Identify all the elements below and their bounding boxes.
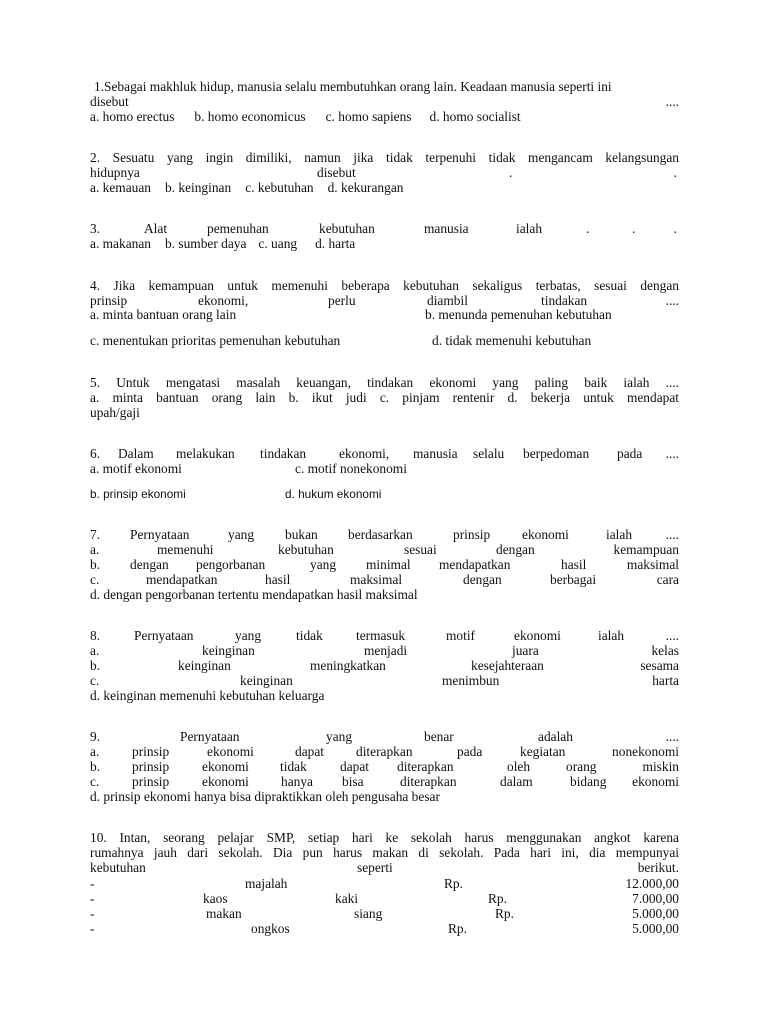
q3-option-a: a. makanan xyxy=(90,236,151,251)
q8-word-3: yang xyxy=(235,628,262,643)
q7-b-word-8: maksimal xyxy=(626,557,679,572)
q2-word-2: disebut xyxy=(317,165,356,180)
q9-c-word-5: bisa xyxy=(342,774,364,789)
q9-a-word-6: pada xyxy=(457,744,483,759)
q3-word-8: . xyxy=(632,221,636,236)
q6-word-5: ekonomi, xyxy=(339,446,390,461)
q4-word-3: perlu xyxy=(328,293,356,308)
q2-line1: 2. Sesuatu yang ingin dimiliki, namun jika tidak terpenuhi tidak mengancam kelangsungan xyxy=(90,150,679,165)
q7-c-word-1: c. xyxy=(90,572,100,587)
q8-a-word-2: keinginan xyxy=(202,643,255,658)
q8-word-6: motif xyxy=(446,628,476,643)
q5-line2: a. minta bantuan orang lain b. ikut judi c. pinjam rentenir d. bekerja untuk mendapat xyxy=(90,390,679,405)
q10-item-amount: 7.000,00 xyxy=(632,891,679,906)
q7-word-9: .... xyxy=(665,527,679,542)
q7-c-word-7: cara xyxy=(656,572,679,587)
q6-stem xyxy=(90,446,679,462)
q2-stem-line2 xyxy=(90,165,679,181)
q8-word-9: .... xyxy=(665,628,679,643)
q4-option-c: c. menentukan prioritas pemenuhan kebutuhan xyxy=(90,333,341,348)
q7-c-word-3: hasil xyxy=(265,572,291,587)
q10-item-rp: Rp. xyxy=(444,876,463,891)
q5-options-cont xyxy=(90,405,679,421)
q2-option-d: d. kekurangan xyxy=(327,180,404,195)
q7-a-word-4: sesuai xyxy=(404,542,437,557)
q10-item-name: majalah xyxy=(245,876,288,891)
q5-stem xyxy=(90,375,679,391)
q7-word-6: prinsip xyxy=(453,527,491,542)
q7-d-text: d. dengan pengorbanan tertentu mendapatkan hasil maksimal xyxy=(90,587,418,602)
q1-option-c: c. homo sapiens xyxy=(325,109,412,124)
q7-b-word-1: b. xyxy=(90,557,101,572)
q4-option-b: b. menunda pemenuhan kebutuhan xyxy=(425,307,612,322)
q3-word-7: . xyxy=(586,221,590,236)
q4-options-cd xyxy=(90,333,679,349)
q8-word-5: termasuk xyxy=(356,628,406,643)
q9-word-6: .... xyxy=(665,729,679,744)
q6-word-4: tindakan xyxy=(260,446,307,461)
q6-option-c: c. motif nonekonomi xyxy=(295,461,407,476)
q10-item-row xyxy=(90,891,679,907)
q6-word-1: 6. xyxy=(90,446,101,461)
q3-word-3: pemenuhan xyxy=(207,221,269,236)
q8-b-word-3: meningkatkan xyxy=(310,658,386,673)
q9-a-word-1: a. xyxy=(90,744,100,759)
q1-line1: 1.Sebagai makhluk hidup, manusia selalu membutuhkan orang lain. Keadaan manusia seperti ini xyxy=(94,79,612,94)
q3-word-2: Alat xyxy=(144,221,168,236)
q9-word-4: benar xyxy=(424,729,454,744)
q7-a-word-3: kebutuhan xyxy=(278,542,334,557)
q9-a-word-2: prinsip xyxy=(132,744,170,759)
q10-line3-word-1: kebutuhan xyxy=(90,860,146,875)
q7-a-word-6: kemampuan xyxy=(613,542,679,557)
q10-item-rp: Rp. xyxy=(488,891,507,906)
q8-c-word-2: keinginan xyxy=(240,673,293,688)
q7-option-b xyxy=(90,557,679,573)
q8-option-b xyxy=(90,658,679,674)
q10-item-row xyxy=(90,906,679,922)
q6-word-10: .... xyxy=(665,446,679,461)
q7-b-word-5: minimal xyxy=(366,557,411,572)
q7-b-word-2: dengan xyxy=(130,557,169,572)
q8-option-a xyxy=(90,643,679,659)
q7-b-word-4: yang xyxy=(310,557,337,572)
q3-options xyxy=(90,236,679,252)
q8-c-word-3: menimbun xyxy=(442,673,500,688)
q9-b-word-7: oleh xyxy=(507,759,531,774)
q8-word-8: ialah xyxy=(598,628,625,643)
q10-item-row xyxy=(90,876,679,892)
q8-word-4: tidak xyxy=(296,628,323,643)
q9-stem xyxy=(90,729,679,745)
q6-word-7: selalu xyxy=(473,446,505,461)
q9-b-word-1: b. xyxy=(90,759,101,774)
q1-options xyxy=(90,109,679,125)
q8-a-word-3: menjadi xyxy=(364,643,408,658)
q8-word-1: 8. xyxy=(90,628,101,643)
q3-word-6: ialah xyxy=(516,221,543,236)
q2-word-3: . xyxy=(509,165,513,180)
q8-a-word-1: a. xyxy=(90,643,100,658)
q8-stem xyxy=(90,628,679,644)
q7-word-5: berdasarkan xyxy=(348,527,413,542)
q4-word-2: ekonomi, xyxy=(198,293,249,308)
q9-c-word-8: bidang xyxy=(570,774,607,789)
q10-item-dash: - xyxy=(90,921,95,936)
q6-word-2: Dalam xyxy=(118,446,154,461)
q9-a-word-5: diterapkan xyxy=(356,744,413,759)
q10-item-rp: Rp. xyxy=(448,921,467,936)
q2-word-1: hidupnya xyxy=(90,165,140,180)
q10-item-amount: 5.000,00 xyxy=(632,921,679,936)
q9-option-d xyxy=(90,789,679,805)
q8-b-word-2: keinginan xyxy=(178,658,231,673)
q7-stem xyxy=(90,527,679,543)
q3-option-b: b. sumber daya xyxy=(164,236,247,251)
q9-option-a xyxy=(90,744,679,760)
q10-item-name-2: kaki xyxy=(335,891,359,906)
q10-stem-line2 xyxy=(90,845,679,861)
q1-stem-line2 xyxy=(90,94,679,110)
q8-c-word-4: harta xyxy=(652,673,679,688)
q3-stem xyxy=(90,221,679,237)
q3-option-c: c. uang xyxy=(258,236,298,251)
q6-word-3: melakukan xyxy=(176,446,235,461)
q7-c-word-6: berbagai xyxy=(550,572,597,587)
q4-word-1: prinsip xyxy=(90,293,128,308)
q1-option-b: b. homo economicus xyxy=(194,109,306,124)
q6-word-9: pada xyxy=(617,446,643,461)
q8-b-word-1: b. xyxy=(90,658,101,673)
q5-line1: 5. Untuk mengatasi masalah keuangan, tindakan ekonomi yang paling baik ialah .... xyxy=(90,375,679,390)
q1-option-d: d. homo socialist xyxy=(429,109,521,124)
q9-c-word-3: ekonomi xyxy=(202,774,249,789)
q9-a-word-7: kegiatan xyxy=(520,744,566,759)
q1-option-a: a. homo erectus xyxy=(90,109,175,124)
q7-a-word-2: memenuhi xyxy=(157,542,214,557)
q9-c-word-6: diterapkan xyxy=(400,774,457,789)
q2-word-4: . xyxy=(673,165,677,180)
q9-c-word-7: dalam xyxy=(500,774,533,789)
q8-word-2: Pernyataan xyxy=(134,628,194,643)
q8-a-word-5: kelas xyxy=(651,643,679,658)
q7-word-2: Pernyataan xyxy=(130,527,190,542)
q10-item-name-2: siang xyxy=(354,906,383,921)
q10-item-rp: Rp. xyxy=(495,906,514,921)
q1-stem xyxy=(94,79,679,95)
q2-option-c: c. kebutuhan xyxy=(245,180,314,195)
q8-option-d xyxy=(90,688,679,704)
q9-word-5: adalah xyxy=(538,729,573,744)
q4-line1: 4. Jika kemampuan untuk memenuhi beberapa kebutuhan sekaligus terbatas, sesuai dengan xyxy=(90,278,679,293)
q10-item-dash: - xyxy=(90,876,95,891)
q9-a-word-8: nonekonomi xyxy=(612,744,679,759)
q10-line1: 10. Intan, seorang pelajar SMP, setiap hari ke sekolah harus menggunakan angkot karena xyxy=(90,830,679,845)
q9-word-2: Pernyataan xyxy=(180,729,240,744)
q1-line2-left: disebut xyxy=(90,94,129,109)
q8-word-7: ekonomi xyxy=(514,628,561,643)
q6-option-d: d. hukum ekonomi xyxy=(285,487,382,501)
q4-word-5: tindakan xyxy=(541,293,588,308)
q9-b-word-6: diterapkan xyxy=(397,759,454,774)
q9-c-word-9: ekonomi xyxy=(632,774,679,789)
q10-item-dash: - xyxy=(90,906,95,921)
q10-line3-word-2: seperti xyxy=(357,860,393,875)
q10-item-name: kaos xyxy=(203,891,228,906)
q9-c-word-4: hanya xyxy=(281,774,313,789)
q9-c-word-1: c. xyxy=(90,774,100,789)
q10-stem-line3 xyxy=(90,860,679,876)
q9-b-word-2: prinsip xyxy=(132,759,170,774)
q6-option-b: b. prinsip ekonomi xyxy=(90,487,186,501)
q9-b-word-5: dapat xyxy=(340,759,369,774)
q7-a-word-1: a. xyxy=(90,542,100,557)
q9-d-text: d. prinsip ekonomi hanya bisa dipraktikkan oleh pengusaha besar xyxy=(90,789,440,804)
q7-c-word-5: dengan xyxy=(463,572,502,587)
q7-word-1: 7. xyxy=(90,527,101,542)
q3-option-d: d. harta xyxy=(315,236,356,251)
q4-word-4: diambil xyxy=(427,293,468,308)
q9-word-3: yang xyxy=(326,729,353,744)
q7-word-7: ekonomi xyxy=(522,527,569,542)
q9-a-word-4: dapat xyxy=(295,744,324,759)
q6-word-6: manusia xyxy=(413,446,458,461)
q5-options xyxy=(90,390,679,406)
q2-stem xyxy=(90,150,679,166)
q2-option-b: b. keinginan xyxy=(164,180,232,195)
q9-word-1: 9. xyxy=(90,729,101,744)
q1-line2-dots: .... xyxy=(665,94,679,109)
q6-option-a: a. motif ekonomi xyxy=(90,461,182,476)
q4-word-6: .... xyxy=(665,293,679,308)
q8-b-word-5: sesama xyxy=(640,658,679,673)
q9-b-word-4: tidak xyxy=(280,759,307,774)
q2-option-a: a. kemauan xyxy=(90,180,151,195)
q3-word-5: manusia xyxy=(424,221,469,236)
q9-b-word-9: miskin xyxy=(642,759,679,774)
q9-b-word-8: orang xyxy=(566,759,597,774)
q10-item-name: makan xyxy=(206,906,242,921)
q6-word-8: berpedoman xyxy=(523,446,590,461)
q7-word-4: bukan xyxy=(285,527,318,542)
q8-option-c xyxy=(90,673,679,689)
q7-b-word-7: hasil xyxy=(561,557,587,572)
q9-b-word-3: ekonomi xyxy=(202,759,249,774)
q9-a-word-3: ekonomi xyxy=(207,744,254,759)
q10-item-name: ongkos xyxy=(251,921,290,936)
q9-option-c xyxy=(90,774,679,790)
q10-stem xyxy=(90,830,679,846)
q8-d-text: d. keinginan memenuhi kebutuhan keluarga xyxy=(90,688,325,703)
q9-option-b xyxy=(90,759,679,775)
q7-c-word-4: maksimal xyxy=(350,572,403,587)
q10-line2: rumahnya jauh dari sekolah. Dia pun harus makan di sekolah. Pada hari ini, dia mempunyai xyxy=(90,845,679,860)
q7-word-8: ialah xyxy=(606,527,633,542)
q4-stem xyxy=(90,278,679,294)
q7-c-word-2: mendapatkan xyxy=(146,572,218,587)
q10-item-amount: 12.000,00 xyxy=(625,876,679,891)
q5-line3: upah/gaji xyxy=(90,405,140,420)
q7-a-word-5: dengan xyxy=(496,542,535,557)
q7-b-word-6: mendapatkan xyxy=(439,557,511,572)
q2-options xyxy=(90,180,679,196)
q10-item-row xyxy=(90,921,679,937)
q9-c-word-2: prinsip xyxy=(132,774,170,789)
q4-option-d: d. tidak memenuhi kebutuhan xyxy=(432,333,592,348)
q8-c-word-1: c. xyxy=(90,673,100,688)
q6-options-bd xyxy=(90,486,679,502)
q7-word-3: yang xyxy=(228,527,255,542)
q7-option-a xyxy=(90,542,679,558)
q3-word-9: . xyxy=(673,221,677,236)
q8-b-word-4: kesejahteraan xyxy=(471,658,544,673)
q4-option-a: a. minta bantuan orang lain xyxy=(90,307,237,322)
q10-item-amount: 5.000,00 xyxy=(632,906,679,921)
q3-word-1: 3. xyxy=(90,221,101,236)
q7-option-d xyxy=(90,587,679,603)
q7-option-c xyxy=(90,572,679,588)
q10-item-dash: - xyxy=(90,891,95,906)
q8-a-word-4: juara xyxy=(512,643,539,658)
q4-options-ab xyxy=(90,307,679,323)
q7-b-word-3: pengorbanan xyxy=(196,557,266,572)
q10-line3-word-3: berikut. xyxy=(637,860,679,875)
q3-word-4: kebutuhan xyxy=(319,221,375,236)
q6-options-ac xyxy=(90,461,679,477)
